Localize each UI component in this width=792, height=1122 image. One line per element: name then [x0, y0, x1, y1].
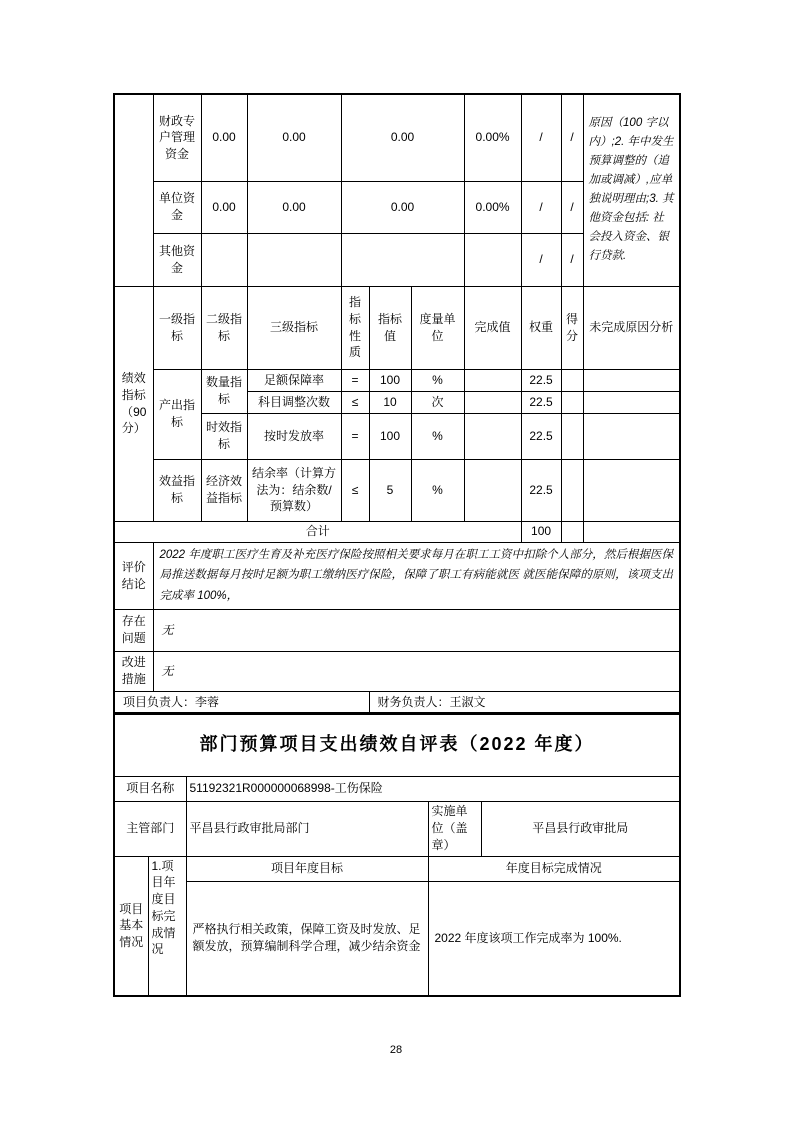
funding-value: [247, 233, 341, 286]
basic-info-label: 项目基本情况: [114, 856, 148, 996]
column-header: 完成值: [464, 286, 521, 369]
indicator-weight: 22.5: [521, 459, 561, 521]
finance-manager-signature: 财务负责人：王淑文: [369, 691, 680, 714]
indicator-done: [464, 459, 521, 521]
column-header: 一级指标: [153, 286, 201, 369]
total-weight: 100: [521, 521, 561, 542]
funding-value: [201, 233, 247, 286]
column-header: 未完成原因分析: [583, 286, 680, 369]
indicator-score: [561, 391, 583, 413]
indicator-reason: [583, 369, 680, 391]
level3-indicator: 足额保障率: [247, 369, 341, 391]
project-name-label: 项目名称: [114, 776, 186, 801]
project-manager-signature: 项目负责人：李蓉: [114, 691, 369, 714]
indicator-row: [114, 459, 680, 521]
column-header: 二级指标: [201, 286, 247, 369]
indicator-score: [561, 413, 583, 459]
indicator-header-row: [114, 286, 680, 369]
level3-indicator: 科目调整次数: [247, 391, 341, 413]
funding-score: /: [561, 233, 583, 286]
performance-section-label: 绩效指标（90分）: [114, 286, 153, 521]
indicator-weight: 22.5: [521, 413, 561, 459]
conclusion-label: 评价结论: [114, 542, 153, 609]
indicator-done: [464, 413, 521, 459]
level1-indicator: 效益指标: [153, 459, 201, 521]
table-title: 部门预算项目支出绩效自评表（2022 年度）: [114, 713, 680, 776]
funding-score: /: [561, 94, 583, 181]
funding-label: 财政专户管理资金: [153, 94, 201, 181]
indicator-weight: 22.5: [521, 369, 561, 391]
implementing-unit-value: 平昌县行政审批局: [481, 801, 680, 856]
funding-value: 0.00: [247, 94, 341, 181]
indicator-nature: ≤: [341, 459, 369, 521]
indicator-unit: 次: [411, 391, 464, 413]
annual-goal-text: 严格执行相关政策，保障工资及时发放、足额发放，预算编制科学合理，减少结余资金: [186, 881, 428, 996]
goal-status-header: 年度目标完成情况: [428, 856, 680, 881]
indicator-nature: ≤: [341, 391, 369, 413]
column-header: 权重: [521, 286, 561, 369]
total-row: [114, 521, 680, 542]
funding-value: [341, 233, 464, 286]
level3-indicator: 结余率（计算方法为：结余数/预算数）: [247, 459, 341, 521]
total-score: [561, 521, 583, 542]
indicator-value: 10: [369, 391, 411, 413]
funding-label: 单位资金: [153, 181, 201, 233]
level1-indicator: 产出指标: [153, 369, 201, 459]
funding-value: 0.00: [201, 94, 247, 181]
problems-label: 存在问题: [114, 609, 153, 651]
improvements-row: [114, 651, 680, 691]
funding-row-fiscal-account: [114, 94, 680, 181]
funding-value: 0.00: [247, 181, 341, 233]
project-name-value: 51192321R000000068998-工伤保险: [186, 776, 680, 801]
level2-indicator: 经济效益指标: [201, 459, 247, 521]
funding-rate: 0.00%: [464, 94, 521, 181]
funding-rate: 0.00%: [464, 181, 521, 233]
funding-weight: /: [521, 94, 561, 181]
funding-value: 0.00: [201, 181, 247, 233]
column-header: 指标值: [369, 286, 411, 369]
self-evaluation-table: [113, 712, 681, 997]
implementing-unit-label: 实施单位（盖章）: [428, 801, 481, 856]
indicator-done: [464, 391, 521, 413]
indicator-value: 5: [369, 459, 411, 521]
indicator-score: [561, 369, 583, 391]
problems-row: [114, 609, 680, 651]
goal-header-row: [114, 856, 680, 881]
column-header: 三级指标: [247, 286, 341, 369]
signature-row: [114, 691, 680, 714]
total-reason: [583, 521, 680, 542]
goal-section-label: 1.项目年度目标完成情况: [148, 856, 186, 996]
merged-left-cell: [114, 94, 153, 286]
indicator-value: 100: [369, 369, 411, 391]
total-label: 合计: [114, 521, 521, 542]
indicator-unit: %: [411, 369, 464, 391]
level3-indicator: 按时发放率: [247, 413, 341, 459]
indicator-reason: [583, 413, 680, 459]
indicator-unit: %: [411, 459, 464, 521]
improvements-label: 改进措施: [114, 651, 153, 691]
project-name-row: [114, 776, 680, 801]
funding-label: 其他资金: [153, 233, 201, 286]
improvements-text: 无: [153, 651, 680, 691]
column-header: 得分: [561, 286, 583, 369]
funding-value: 0.00: [341, 181, 464, 233]
goal-status-text: 2022 年度该项工作完成率为 100%.: [428, 881, 680, 996]
funding-rate: [464, 233, 521, 286]
goal-content-row: [114, 881, 680, 996]
column-header: 指标性质: [341, 286, 369, 369]
problems-text: 无: [153, 609, 680, 651]
table-title-row: [114, 713, 680, 776]
indicator-nature: =: [341, 369, 369, 391]
indicator-reason: [583, 459, 680, 521]
department-value: 平昌县行政审批局部门: [186, 801, 428, 856]
indicator-value: 100: [369, 413, 411, 459]
indicator-weight: 22.5: [521, 391, 561, 413]
funding-notes: 原因（100 字以内）;2. 年中发生预算调整的（追加或调减）,应单独说明理由;3. 其他资金包括: 社会投入资金、银行贷款.: [583, 94, 680, 286]
indicator-done: [464, 369, 521, 391]
page-number: 28: [389, 1044, 403, 1056]
annual-goal-header: 项目年度目标: [186, 856, 428, 881]
funding-weight: /: [521, 233, 561, 286]
level2-indicator: 时效指标: [201, 413, 247, 459]
indicator-unit: %: [411, 413, 464, 459]
department-label: 主管部门: [114, 801, 186, 856]
indicator-score: [561, 459, 583, 521]
conclusion-text: 2022 年度职工医疗生育及补充医疗保险按照相关要求每月在职工工资中扣除个人部分，然后根据医保局推送数据每月按时足额为职工缴纳医疗保险，保障了职工有病能就医 就医能保障的原则，该项支出完成率 100%，: [153, 542, 680, 609]
indicator-row: [114, 369, 680, 391]
funding-score: /: [561, 181, 583, 233]
department-row: [114, 801, 680, 856]
funding-value: 0.00: [341, 94, 464, 181]
column-header: 度量单位: [411, 286, 464, 369]
level2-indicator: 数量指标: [201, 369, 247, 413]
performance-continuation-table: [113, 93, 681, 715]
conclusion-row: [114, 542, 680, 609]
indicator-reason: [583, 391, 680, 413]
funding-weight: /: [521, 181, 561, 233]
indicator-nature: =: [341, 413, 369, 459]
